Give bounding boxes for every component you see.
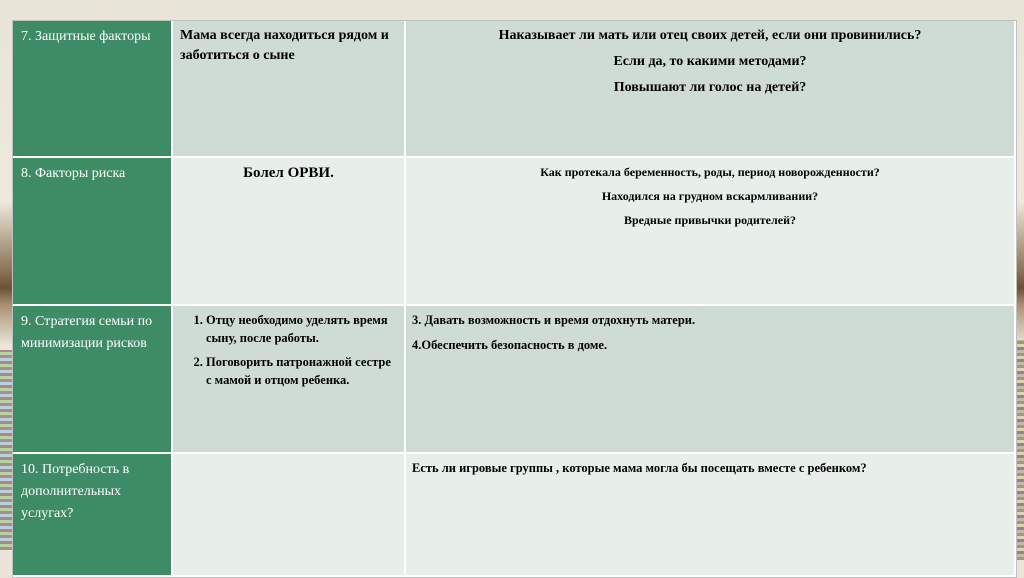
row-label-family-strategy: 9. Стратегия семьи по минимизации рисков: [13, 306, 173, 454]
question-text: Повышают ли голос на детей?: [613, 80, 807, 95]
row-label-additional-services: 10. Потребность в дополнительных услугах?: [13, 454, 173, 577]
cell-risk-answer: [173, 158, 406, 306]
cell-risk-questions: [406, 158, 1016, 306]
cell-strategy-list: [173, 306, 406, 454]
risk-answer-text: Болел ОРВИ.: [243, 165, 334, 181]
cell-strategy-points: [406, 306, 1016, 454]
strategy-point: 4.Обеспечить безопасность в доме.: [412, 338, 608, 352]
question-text: Наказывает ли мать или отец своих детей, если они провинились?: [498, 28, 922, 43]
cell-protective-answer: [173, 21, 406, 158]
question-text: Как протекала беременность, роды, период новорожденности?: [540, 165, 880, 179]
question-text: Есть ли игровые группы , которые мама могла бы посещать вместе с ребенком?: [412, 461, 867, 475]
question-text: Если да, то какими методами?: [613, 54, 807, 69]
cell-protective-questions: [406, 21, 1016, 158]
row-label-protective-factors: 7. Защитные факторы: [13, 21, 173, 158]
row-label-risk-factors: 8. Факторы риска: [13, 158, 173, 306]
cell-additional-empty: [173, 454, 406, 577]
strategy-point: 3. Давать возможность и время отдохнуть матери.: [412, 313, 696, 327]
background-noise-left: [0, 350, 12, 550]
question-text: Находился на грудном вскармливании?: [601, 189, 819, 203]
cell-additional-question: [406, 454, 1016, 577]
protective-answer-text: Мама всегда находиться рядом и заботиться о сыне: [180, 28, 389, 63]
strategy-list: [180, 311, 397, 389]
question-text: Вредные привычки родителей?: [624, 213, 796, 227]
slide-table: [12, 20, 1017, 578]
list-item: 1. Отцу необходимо уделять время сыну, после работы.: [206, 311, 397, 347]
list-item: 2. Поговорить патронажной сестре с мамой и отцом ребенка.: [206, 353, 397, 389]
